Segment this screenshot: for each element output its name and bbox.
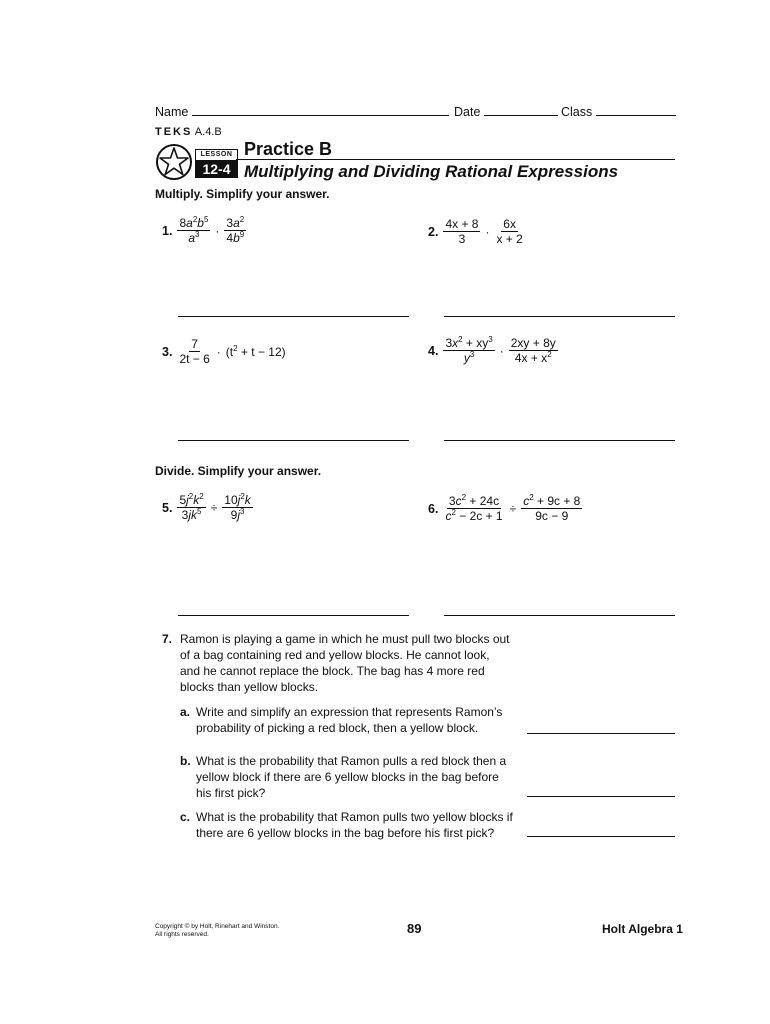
answer-line-2[interactable] [444, 316, 675, 317]
star-icon [155, 143, 193, 181]
answer-line-7a[interactable] [527, 733, 675, 734]
answer-line-4[interactable] [444, 440, 675, 441]
problem-5: 5. $\frac{5j^2k^2}{3jk^5}$ ÷ $\frac{10j^2k}{9j^3}$ [162, 492, 251, 522]
answer-line-3[interactable] [178, 440, 409, 441]
q7-number: 7. [162, 632, 173, 646]
page-subtitle: Multiplying and Dividing Rational Expressions [244, 162, 619, 181]
class-label: Class [561, 105, 593, 119]
problem-1: 1. $\frac{8a^2b^5}{a^3}$ · $\frac{3a^2}{4b^9}$ [162, 215, 245, 245]
answer-line-7c[interactable] [527, 836, 675, 837]
q7a-text: Write and simplify an expression that represents Ramon’s probability of picking a red block, then a yellow block. [196, 705, 503, 735]
page-title: Practice B [244, 139, 333, 159]
book-title: Holt Algebra 1 [602, 922, 683, 936]
date-label: Date [454, 105, 481, 119]
answer-line-1[interactable] [178, 316, 409, 317]
page-number: 89 [407, 921, 422, 936]
name-field[interactable] [155, 105, 449, 119]
q7c-text: What is the probability that Ramon pulls two yellow blocks if there are 6 yellow blocks in the bag before his first pick? [196, 810, 513, 840]
class-field[interactable] [561, 105, 676, 119]
teks-standard: TEKS A.4.B [155, 126, 222, 138]
problem-4: 4. $\frac{3x^2 + xy^3}{y^3}$ · $\frac{2xy + 8y}{4x + x^2}$ [428, 335, 556, 365]
section-divide: Divide. Simplify your answer. [155, 464, 322, 478]
problem-6: 6. $\frac{3c^2 + 24c}{c^2 - 2c + 1}$ ÷ $\frac{c^2 + 9c + 8}{9c - 9}$ [428, 493, 581, 523]
answer-line-7b[interactable] [527, 796, 675, 797]
problem-3: 3. $\frac{7}{2t - 6}$ · $(t^2 + t - 12)$ [162, 337, 286, 366]
copyright: Copyright © by Holt, Rinehart and Winston. All rights reserved. [155, 923, 280, 938]
q7c-label: c. [180, 810, 191, 824]
name-label: Name [155, 105, 189, 119]
answer-line-6[interactable] [444, 615, 675, 616]
section-multiply: Multiply. Simplify your answer. [155, 187, 330, 201]
date-field[interactable] [454, 105, 558, 119]
q7b-label: b. [180, 754, 191, 768]
title-rule [236, 159, 675, 160]
problem-2: 2. $\frac{4x + 8}{3}$ · $\frac{6x}{x + 2}$ [428, 217, 523, 246]
answer-line-5[interactable] [178, 615, 409, 616]
q7-text: Ramon is playing a game in which he must pull two blocks out of a bag containing red and yellow blocks. He cannot look, and he cannot replace the block. The bag has 4 more red blocks than yellow blocks. [180, 632, 510, 694]
lesson-badge-label: LESSON [195, 149, 238, 161]
lesson-number: 12-4 [195, 161, 238, 178]
q7b-text: What is the probability that Ramon pulls a red block then a yellow block if there are 6 yellow blocks in the bag before his first pick? [196, 754, 507, 800]
q7a-label: a. [180, 705, 191, 719]
